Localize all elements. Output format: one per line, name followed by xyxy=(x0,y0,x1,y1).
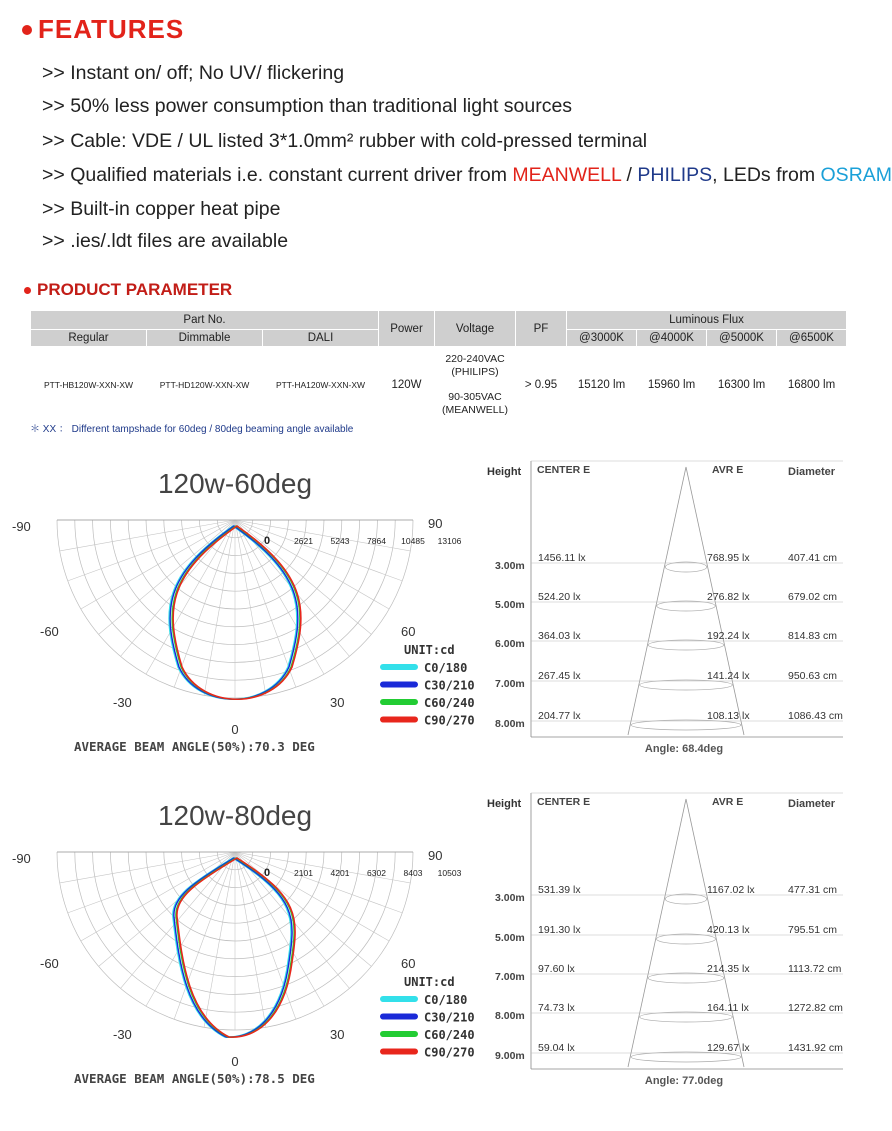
illum-center: 97.60 lx xyxy=(538,963,575,975)
radial-label: 10485 xyxy=(401,536,425,546)
feature-item: >> 50% less power consumption than traditional light sources xyxy=(42,95,573,117)
illum-angle: Angle: 77.0deg xyxy=(644,1075,724,1087)
illum-diameter: 795.51 cm xyxy=(788,924,838,936)
angle-label: 60 xyxy=(401,956,416,971)
angle-label: -90 xyxy=(12,519,31,534)
illum-diameter: 407.41 cm xyxy=(788,552,838,564)
header-dimmable: Dimmable xyxy=(147,330,263,347)
illum-diameter: 1086.43 cm xyxy=(788,710,843,722)
angle-label: 90 xyxy=(428,516,443,531)
legend-swatch xyxy=(380,682,418,688)
chart-title: 120w-80deg xyxy=(157,800,313,831)
header-6500k: @6500K xyxy=(777,330,847,347)
illum-height: 3.00m xyxy=(495,560,525,572)
header-5000k: @5000K xyxy=(707,330,777,347)
illum-avr: 276.82 lx xyxy=(707,591,750,603)
illum-avr: 108.13 lx xyxy=(707,710,750,722)
feature-item: >> Built-in copper heat pipe xyxy=(42,198,281,220)
cone-ring xyxy=(665,894,707,904)
illum-avr: 768.95 lx xyxy=(707,552,750,564)
parameter-table xyxy=(30,310,847,423)
product-parameter-heading: PRODUCT PARAMETER xyxy=(24,280,232,300)
illum-height: 8.00m xyxy=(495,1010,525,1022)
bullet-dot-icon xyxy=(22,25,32,35)
illum-diameter: 1431.92 cm xyxy=(788,1042,843,1054)
illum-diameter: 814.83 cm xyxy=(788,630,838,642)
feature-item: >> Qualified materials i.e. constant current driver from MEANWELL / PHILIPS, LEDs from OSRAM xyxy=(42,164,892,186)
angle-label: -60 xyxy=(40,956,59,971)
illum-height: 9.00m xyxy=(495,1050,525,1062)
brand-philips: PHILIPS xyxy=(637,164,713,186)
illum-header: Height xyxy=(487,466,522,478)
angle-label: 90 xyxy=(428,848,443,863)
angle-label: 30 xyxy=(330,1027,345,1042)
radial-label: 4201 xyxy=(330,868,350,878)
radial-label: 5243 xyxy=(330,536,350,546)
illum-diameter: 477.31 cm xyxy=(788,884,838,896)
radial-label: 0 xyxy=(263,535,271,547)
illum-header: AVR E xyxy=(712,464,744,476)
illum-height: 3.00m xyxy=(495,892,525,904)
radial-label: 2621 xyxy=(294,536,313,546)
illum-center: 191.30 lx xyxy=(538,924,581,936)
angle-label: 0 xyxy=(231,722,239,737)
radial-label: 2101 xyxy=(294,868,313,878)
radial-label: 13106 xyxy=(437,536,462,546)
illum-height: 5.00m xyxy=(495,599,525,611)
illum-center: 1456.11 lx xyxy=(538,552,586,564)
features-heading: FEATURES xyxy=(22,14,184,45)
angle-label: -30 xyxy=(113,1027,132,1042)
unit-label: UNIT:cd xyxy=(404,643,455,657)
legend-swatch xyxy=(380,699,418,705)
radial-label: 7864 xyxy=(367,536,386,546)
angle-label: 60 xyxy=(401,624,416,639)
illum-center: 74.73 lx xyxy=(538,1002,575,1014)
beam-angle-label: AVERAGE BEAM ANGLE(50%):78.5 DEG xyxy=(74,1071,315,1086)
illum-header: AVR E xyxy=(712,796,744,808)
illum-avr: 1167.02 lx xyxy=(707,884,755,896)
cell-flux-4000k: 15960 lm xyxy=(647,378,696,391)
cell-power: 120W xyxy=(391,378,422,391)
legend-swatch xyxy=(380,1049,418,1055)
header-4000k: @4000K xyxy=(637,330,707,347)
illum-header: Diameter xyxy=(788,798,836,810)
illum-angle: Angle: 68.4deg xyxy=(644,743,724,755)
legend-label: C90/270 xyxy=(424,1045,475,1060)
header-voltage: Voltage xyxy=(435,311,516,347)
grid-spoke xyxy=(99,520,235,634)
illum-height: 5.00m xyxy=(495,932,525,944)
illum-height: 8.00m xyxy=(495,718,525,730)
illum-avr: 129.67 lx xyxy=(707,1042,750,1054)
header-dali: DALI xyxy=(263,330,379,347)
illum-avr: 164.11 lx xyxy=(707,1002,749,1014)
legend-swatch xyxy=(380,1014,418,1020)
header-part-no: Part No. xyxy=(31,311,379,330)
cell-dimmable: PTT-HD120W-XXN-XW xyxy=(159,379,250,390)
illum-diameter: 1113.72 cm xyxy=(788,963,842,975)
cone-edge xyxy=(628,799,686,1067)
cone-ring xyxy=(665,562,707,572)
legend-label: C0/180 xyxy=(424,661,468,675)
radial-label: 10503 xyxy=(437,868,462,878)
illum-center: 524.20 lx xyxy=(538,591,581,603)
illum-header: CENTER E xyxy=(537,796,591,808)
legend-swatch xyxy=(380,996,418,1002)
cell-voltage: 220-240VAC (PHILIPS) 90-305VAC (MEANWELL) xyxy=(442,352,508,416)
header-3000k: @3000K xyxy=(567,330,637,347)
legend-swatch xyxy=(380,1031,418,1037)
unit-label: UNIT:cd xyxy=(404,975,455,989)
header-power: Power xyxy=(379,311,435,347)
feature-item: >> .ies/.ldt files are available xyxy=(42,230,289,252)
brand-meanwell: MEANWELL xyxy=(512,164,622,186)
header-pf: PF xyxy=(516,311,567,347)
cell-flux-3000k: 15120 lm xyxy=(577,378,626,391)
illum-diameter: 679.02 cm xyxy=(788,591,838,603)
illum-diameter: 950.63 cm xyxy=(788,670,838,682)
illum-center: 364.03 lx xyxy=(538,630,581,642)
polar-grid xyxy=(57,852,416,1030)
legend-swatch xyxy=(380,664,418,670)
angle-label: 30 xyxy=(330,695,345,710)
illum-diameter: 1272.82 cm xyxy=(788,1002,843,1014)
legend-label: C60/240 xyxy=(424,1028,475,1042)
tampshade-note: ＊ XX ： Different tampshade for 60deg / 80deg beaming angle available xyxy=(30,424,354,435)
radial-label: 6302 xyxy=(367,868,386,878)
legend-label: C30/210 xyxy=(424,678,475,693)
angle-label: -60 xyxy=(40,624,59,639)
legend-label: C60/240 xyxy=(424,696,475,710)
legend-swatch xyxy=(380,717,418,723)
polar-grid xyxy=(57,520,416,698)
illum-header: Diameter xyxy=(788,466,836,478)
illum-header: CENTER E xyxy=(537,464,591,476)
illum-avr: 214.35 lx xyxy=(707,963,750,975)
beam-angle-label: AVERAGE BEAM ANGLE(50%):70.3 DEG xyxy=(74,739,315,754)
cell-regular: PTT-HB120W-XXN-XW xyxy=(43,379,134,390)
angle-label: -90 xyxy=(12,851,31,866)
polar-chart-1 xyxy=(0,455,867,785)
illum-avr: 420.13 lx xyxy=(707,924,750,936)
illum-center: 59.04 lx xyxy=(538,1042,575,1054)
illum-avr: 141.24 lx xyxy=(707,670,750,682)
brand-osram: OSRAM xyxy=(820,164,892,186)
radial-label: 8403 xyxy=(403,868,423,878)
table-row xyxy=(31,347,847,423)
angle-label: -30 xyxy=(113,695,132,710)
illum-height: 7.00m xyxy=(495,971,525,983)
illum-avr: 192.24 lx xyxy=(707,630,750,642)
angle-label: 0 xyxy=(231,1054,239,1069)
legend-label: C0/180 xyxy=(424,993,468,1007)
header-luminous-flux: Luminous Flux xyxy=(567,311,847,330)
header-regular: Regular xyxy=(31,330,147,347)
polar-chart-2 xyxy=(0,787,867,1117)
cell-flux-5000k: 16300 lm xyxy=(717,378,766,391)
legend-label: C90/270 xyxy=(424,713,475,728)
chart-title: 120w-60deg xyxy=(157,468,313,499)
feature-item: >> Instant on/ off; No UV/ flickering xyxy=(42,62,345,84)
cell-dali: PTT-HA120W-XXN-XW xyxy=(275,379,366,390)
illum-center: 531.39 lx xyxy=(538,884,581,896)
illum-height: 7.00m xyxy=(495,678,525,690)
illum-height: 6.00m xyxy=(495,638,525,650)
legend-label: C30/210 xyxy=(424,1010,475,1025)
illum-center: 204.77 lx xyxy=(538,710,581,722)
radial-label: 0 xyxy=(263,867,271,879)
feature-item: >> Cable: VDE / UL listed 3*1.0mm² rubber with cold-pressed terminal xyxy=(42,130,648,152)
cell-flux-6500k: 16800 lm xyxy=(787,378,836,391)
bullet-dot-icon xyxy=(24,287,31,294)
illum-center: 267.45 lx xyxy=(538,670,581,682)
cell-pf: > 0.95 xyxy=(524,378,558,391)
illum-header: Height xyxy=(487,798,522,810)
